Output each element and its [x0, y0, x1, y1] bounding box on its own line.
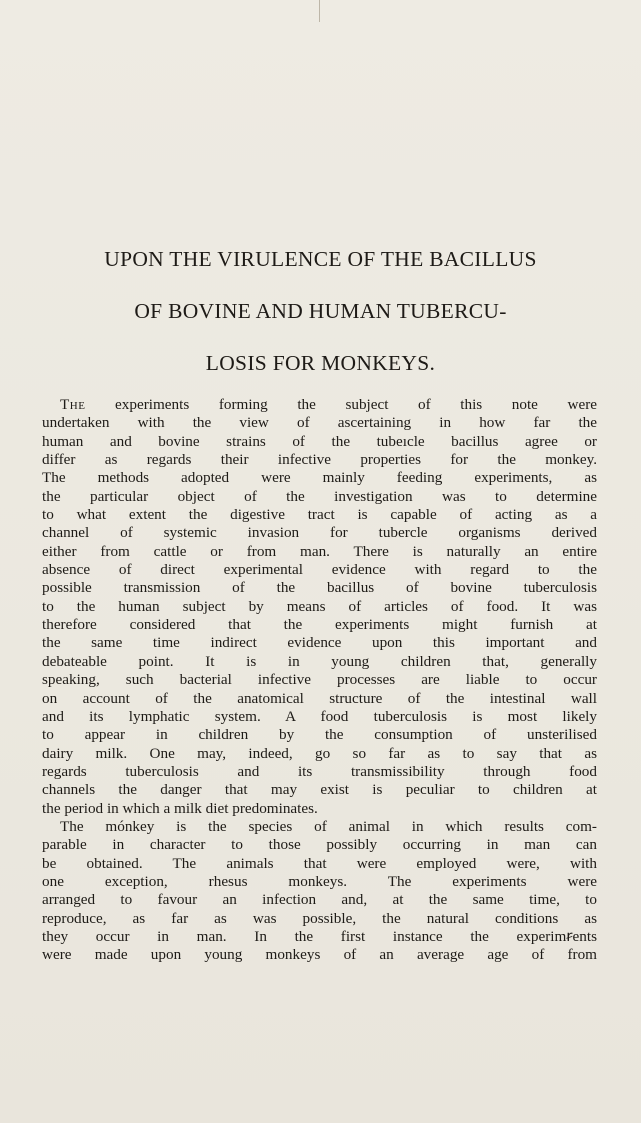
body-line: the same time indirect evidence upon this important and — [42, 634, 597, 652]
body-text — [42, 396, 597, 965]
body-line: be obtained. The animals that were employed were, with — [42, 854, 597, 872]
body-line: and its lymphatic system. A food tuberculosis is most likely — [42, 707, 597, 725]
body-line: therefore considered that the experiments might furnish at — [42, 616, 597, 634]
body-line: The methods adopted were mainly feeding experiments, as — [42, 469, 597, 487]
first-word: The — [60, 396, 86, 413]
body-line: to appear in children by the consumption of unsterilised — [42, 726, 597, 744]
title-line-3: LOSIS FOR MONKEYS. — [205, 351, 436, 375]
body-line: debateable point. It is in young children that, generally — [42, 652, 597, 670]
body-line: were made upon young monkeys of an average age of from — [42, 946, 597, 964]
body-line: regards tuberculosis and its transmissibility through food — [42, 762, 597, 780]
body-line — [42, 396, 597, 414]
body-line: they occur in man. In the first instance the experimꞧents — [42, 927, 597, 945]
body-line: the particular object of the investigation was to determine — [42, 487, 597, 505]
body-line: human and bovine strains of the tubeıcle bacillus agree or — [42, 432, 597, 450]
body-line: The mónkey is the species of animal in which results com- — [60, 817, 597, 835]
page-edge-mark — [319, 0, 320, 22]
body-line: dairy milk. One may, indeed, go so far as to say that as — [42, 744, 597, 762]
chapter-title — [30, 246, 611, 376]
body-line: to the human subject by means of articles of food. It was — [42, 597, 597, 615]
title-line-2: OF BOVINE AND HUMAN TUBERCU- — [134, 299, 507, 323]
body-line: absence of direct experimental evidence with regard to the — [42, 561, 597, 579]
body-line: channels the danger that may exist is peculiar to children at — [42, 781, 597, 799]
body-line: parable in character to those possibly occurring in man can — [42, 836, 597, 854]
body-line-text: experiments forming the subject of this note were — [85, 396, 597, 413]
body-line: speaking, such bacterial infective processes are liable to occur — [42, 671, 597, 689]
body-line: the period in which a milk diet predominates. — [42, 799, 318, 817]
body-line: differ as regards their infective properties for the monkey. — [42, 451, 597, 469]
title-line-1: UPON THE VIRULENCE OF THE BACILLUS — [104, 247, 537, 271]
body-line: possible transmission of the bacillus of bovine tuberculosis — [42, 579, 597, 597]
body-line: reproduce, as far as was possible, the natural conditions as — [42, 909, 597, 927]
body-line: on account of the anatomical structure of the intestinal wall — [42, 689, 597, 707]
body-line: one exception, rhesus monkeys. The experiments were — [42, 872, 597, 890]
body-line: to what extent the digestive tract is capable of acting as a — [42, 506, 597, 524]
body-line: arranged to favour an infection and, at the same time, to — [42, 891, 597, 909]
body-line: channel of systemic invasion for tubercle organisms derived — [42, 524, 597, 542]
body-line: undertaken with the view of ascertaining in how far the — [42, 414, 597, 432]
body-line: either from cattle or from man. There is naturally an entire — [42, 542, 597, 560]
